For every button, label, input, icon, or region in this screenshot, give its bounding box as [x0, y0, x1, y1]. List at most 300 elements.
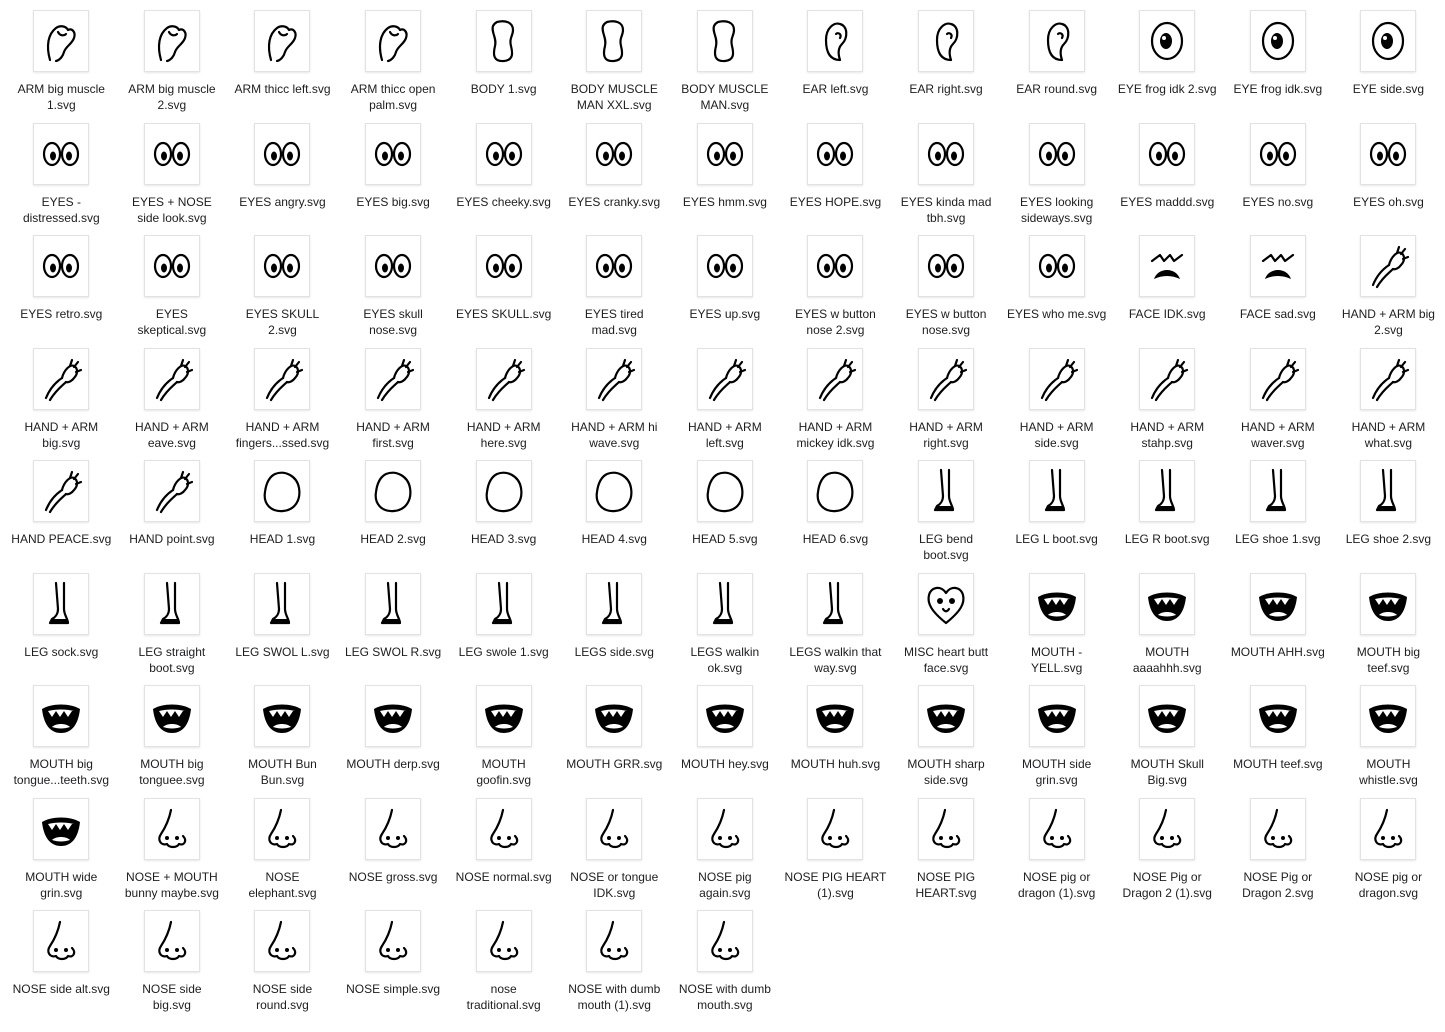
file-item[interactable]: [227, 344, 338, 457]
file-name: BODY 1.svg: [470, 82, 537, 96]
file-name: MOUTH GRR.svg: [566, 757, 663, 771]
leg-icon: [1253, 466, 1303, 516]
file-item[interactable]: [117, 456, 228, 569]
file-item[interactable]: [1223, 231, 1334, 344]
nose-icon: [479, 916, 529, 966]
file-thumbnail: [918, 573, 974, 635]
file-thumbnail: [1360, 123, 1416, 185]
head-icon: [257, 466, 307, 516]
eyes-icon: [921, 241, 971, 291]
file-item[interactable]: [670, 456, 781, 569]
file-thumbnail: [586, 348, 642, 410]
file-item[interactable]: [6, 6, 117, 119]
file-item[interactable]: [338, 119, 449, 232]
file-thumbnail: [1139, 235, 1195, 297]
file-item[interactable]: [1112, 569, 1223, 682]
file-thumbnail: [1250, 573, 1306, 635]
file-item[interactable]: [891, 456, 1002, 569]
face-icon: [1253, 241, 1303, 291]
file-thumbnail: [586, 910, 642, 972]
nose-icon: [368, 804, 418, 854]
file-name: NOSE PIG HEART (1).svg: [784, 869, 887, 900]
file-name: HAND + ARM big 2.svg: [1341, 307, 1435, 337]
file-item[interactable]: [1001, 456, 1112, 569]
mouth-icon: [700, 691, 750, 741]
file-item[interactable]: [1223, 569, 1334, 682]
file-name: MOUTH - YELL.svg: [1030, 644, 1083, 675]
file-name: NOSE Pig or Dragon 2 (1).svg: [1122, 869, 1212, 900]
file-item[interactable]: [227, 569, 338, 682]
file-thumbnail: [918, 123, 974, 185]
file-item[interactable]: [780, 119, 891, 232]
hand-icon: [36, 354, 86, 404]
nose-icon: [368, 916, 418, 966]
file-item[interactable]: [891, 569, 1002, 682]
file-thumbnail: [586, 798, 642, 860]
file-name: ARM thicc open palm.svg: [350, 82, 436, 112]
hand-icon: [257, 354, 307, 404]
file-thumbnail: [1250, 123, 1306, 185]
file-item[interactable]: [448, 344, 559, 457]
file-thumbnail: [697, 573, 753, 635]
file-thumbnail: [33, 348, 89, 410]
file-item[interactable]: [559, 681, 670, 794]
file-thumbnail: [697, 685, 753, 747]
file-thumbnail: [254, 123, 310, 185]
nose-icon: [257, 804, 307, 854]
file-name: EYES no.svg: [1242, 194, 1314, 209]
nose-icon: [700, 804, 750, 854]
file-thumbnail: [476, 123, 532, 185]
file-item[interactable]: [1333, 681, 1444, 794]
file-name: FACE IDK.svg: [1128, 307, 1206, 321]
mouth-icon: [257, 691, 307, 741]
file-item[interactable]: [6, 906, 117, 1019]
file-name: HAND + ARM right.svg: [909, 419, 983, 450]
file-thumbnail: [1250, 235, 1306, 297]
file-name: MOUTH Bun Bun.svg: [248, 757, 317, 787]
file-thumbnail: [365, 123, 421, 185]
nose-icon: [810, 804, 860, 854]
leg-icon: [36, 579, 86, 629]
file-thumbnail: [476, 10, 532, 72]
file-item[interactable]: [1223, 344, 1334, 457]
file-name: MOUTH big tonguee.svg: [139, 757, 205, 787]
file-item[interactable]: [6, 569, 117, 682]
file-thumbnail: [144, 235, 200, 297]
mouth-icon: [1032, 579, 1082, 629]
body-icon: [479, 16, 529, 66]
file-name: HEAD 6.svg: [802, 532, 869, 546]
file-item[interactable]: [559, 794, 670, 907]
eyes-icon: [257, 129, 307, 179]
file-thumbnail: [254, 798, 310, 860]
file-name: MOUTH huh.svg: [790, 757, 881, 771]
file-name: EYES SKULL 2.svg: [245, 307, 320, 337]
file-name: MOUTH side grin.svg: [1021, 757, 1092, 787]
leg-icon: [700, 579, 750, 629]
file-name: LEG shoe 1.svg: [1235, 532, 1321, 546]
file-item[interactable]: [117, 569, 228, 682]
file-item[interactable]: [780, 6, 891, 119]
file-item[interactable]: [448, 906, 559, 1019]
file-name: EYES skeptical.svg: [137, 307, 207, 337]
file-item[interactable]: [338, 231, 449, 344]
file-item[interactable]: [1333, 119, 1444, 232]
file-item[interactable]: [227, 6, 338, 119]
file-item[interactable]: [1333, 231, 1444, 344]
file-name: LEG shoe 2.svg: [1345, 532, 1432, 546]
file-name: EYES w button nose.svg: [905, 307, 987, 337]
nose-icon: [700, 916, 750, 966]
file-thumbnail: [586, 685, 642, 747]
file-thumbnail: [254, 235, 310, 297]
arm-icon: [147, 16, 197, 66]
eyes-icon: [589, 241, 639, 291]
hand-icon: [921, 354, 971, 404]
file-thumbnail: [144, 10, 200, 72]
file-name: MOUTH derp.svg: [346, 757, 440, 771]
file-item[interactable]: [448, 6, 559, 119]
file-thumbnail: [33, 573, 89, 635]
file-item[interactable]: [117, 6, 228, 119]
file-name: EYES retro.svg: [20, 307, 103, 321]
file-name: NOSE normal.svg: [455, 869, 552, 884]
file-thumbnail: [1139, 685, 1195, 747]
file-name: LEG sock.svg: [24, 644, 99, 659]
file-item[interactable]: [670, 681, 781, 794]
head-icon: [700, 466, 750, 516]
file-item[interactable]: [670, 231, 781, 344]
file-item[interactable]: [1333, 344, 1444, 457]
leg-icon: [1032, 466, 1082, 516]
file-thumbnail: [1360, 798, 1416, 860]
file-thumbnail: [1360, 573, 1416, 635]
file-thumbnail: [365, 348, 421, 410]
file-item[interactable]: [448, 569, 559, 682]
file-item[interactable]: [780, 681, 891, 794]
file-thumbnail: [1139, 348, 1195, 410]
hand-icon: [1363, 354, 1413, 404]
file-thumbnail: [1360, 235, 1416, 297]
file-item[interactable]: [1001, 569, 1112, 682]
file-name: NOSE Pig or Dragon 2.svg: [1242, 869, 1314, 900]
file-name: HAND point.svg: [129, 532, 215, 546]
file-item[interactable]: [448, 794, 559, 907]
eyes-icon: [1142, 129, 1192, 179]
file-item[interactable]: [117, 794, 228, 907]
file-item[interactable]: [1112, 456, 1223, 569]
file-item[interactable]: [227, 119, 338, 232]
mouth-icon: [1363, 579, 1413, 629]
file-thumbnail: [918, 685, 974, 747]
file-item[interactable]: [670, 6, 781, 119]
file-item[interactable]: [891, 344, 1002, 457]
mouth-icon: [921, 691, 971, 741]
hand-icon: [147, 354, 197, 404]
file-name: EYES w button nose 2.svg: [795, 307, 876, 337]
file-item[interactable]: [559, 231, 670, 344]
eyes-icon: [368, 129, 418, 179]
hand-icon: [36, 466, 86, 516]
file-item[interactable]: [670, 344, 781, 457]
file-item[interactable]: [559, 344, 670, 457]
file-item[interactable]: [891, 681, 1002, 794]
file-name: HEAD 2.svg: [360, 532, 426, 546]
file-name: HAND + ARM eave.svg: [135, 419, 209, 450]
file-item[interactable]: [780, 344, 891, 457]
file-name: HAND + ARM fingers...ssed.svg: [235, 419, 330, 450]
file-name: MOUTH sharp side.svg: [907, 757, 985, 787]
file-item[interactable]: [1333, 794, 1444, 907]
file-item[interactable]: [780, 456, 891, 569]
arm-icon: [257, 16, 307, 66]
file-item[interactable]: [6, 119, 117, 232]
file-thumbnail: [1139, 123, 1195, 185]
file-name: NOSE + MOUTH bunny maybe.svg: [124, 869, 219, 900]
file-thumbnail: [586, 460, 642, 522]
file-name: LEGS walkin ok.svg: [690, 644, 760, 675]
file-item[interactable]: [227, 231, 338, 344]
mouth-icon: [810, 691, 860, 741]
file-thumbnail: [144, 798, 200, 860]
file-thumbnail: [365, 10, 421, 72]
file-name: NOSE pig again.svg: [698, 869, 752, 900]
eyes-icon: [810, 129, 860, 179]
file-item[interactable]: [6, 681, 117, 794]
file-thumbnail: [1029, 685, 1085, 747]
file-item[interactable]: [1001, 6, 1112, 119]
file-item[interactable]: [559, 906, 670, 1019]
file-item[interactable]: [559, 119, 670, 232]
file-item[interactable]: [6, 456, 117, 569]
file-name: EYES maddd.svg: [1120, 194, 1215, 209]
file-name: HAND + ARM hi wave.svg: [571, 419, 658, 450]
eyes-icon: [36, 241, 86, 291]
file-item[interactable]: [670, 906, 781, 1019]
file-name: EYE side.svg: [1352, 82, 1425, 96]
file-thumbnail: [365, 460, 421, 522]
file-item[interactable]: [117, 119, 228, 232]
face-icon: [1142, 241, 1192, 291]
hand-icon: [589, 354, 639, 404]
file-item[interactable]: [6, 344, 117, 457]
mouth-icon: [368, 691, 418, 741]
nose-icon: [1142, 804, 1192, 854]
file-item[interactable]: [338, 569, 449, 682]
leg-icon: [257, 579, 307, 629]
file-name: EYES skull nose.svg: [363, 307, 423, 337]
file-name: MOUTH big teef.svg: [1356, 644, 1421, 675]
nose-icon: [147, 916, 197, 966]
mouth-icon: [36, 804, 86, 854]
file-thumbnail: [1029, 348, 1085, 410]
file-item[interactable]: [1223, 6, 1334, 119]
file-thumbnail: [254, 348, 310, 410]
file-name: HEAD 5.svg: [692, 532, 758, 546]
file-name: ARM thicc left.svg: [234, 82, 331, 96]
file-name: MOUTH wide grin.svg: [25, 869, 98, 900]
file-name: MOUTH Skull Big.svg: [1130, 757, 1204, 787]
file-thumbnail: [1250, 685, 1306, 747]
file-name: MISC heart butt face.svg: [904, 644, 989, 675]
file-item[interactable]: [448, 231, 559, 344]
file-item[interactable]: [780, 794, 891, 907]
heart-icon: [921, 579, 971, 629]
eyes-icon: [589, 129, 639, 179]
eyes-icon: [1363, 129, 1413, 179]
eyes-icon: [479, 129, 529, 179]
head-icon: [589, 466, 639, 516]
hand-icon: [1253, 354, 1303, 404]
file-name: EYES who me.svg: [1006, 307, 1107, 321]
file-name: EYES oh.svg: [1353, 194, 1424, 209]
file-item[interactable]: [338, 456, 449, 569]
file-item[interactable]: [117, 231, 228, 344]
file-item[interactable]: [1223, 119, 1334, 232]
file-item[interactable]: [1001, 119, 1112, 232]
file-item[interactable]: [338, 344, 449, 457]
file-item[interactable]: [1112, 344, 1223, 457]
file-item[interactable]: [227, 794, 338, 907]
file-thumbnail: [33, 460, 89, 522]
nose-icon: [1032, 804, 1082, 854]
file-thumbnail: [586, 235, 642, 297]
file-name: NOSE side round.svg: [252, 982, 313, 1012]
file-name: MOUTH whistle.svg: [1359, 757, 1418, 787]
file-item[interactable]: [1001, 344, 1112, 457]
eye-icon: [1142, 16, 1192, 66]
file-thumbnail: [1029, 235, 1085, 297]
file-name: NOSE pig or dragon.svg: [1354, 869, 1423, 900]
hand-icon: [368, 354, 418, 404]
file-item[interactable]: [1112, 681, 1223, 794]
file-item[interactable]: [1112, 6, 1223, 119]
file-item[interactable]: [227, 681, 338, 794]
file-name: ARM big muscle 2.svg: [128, 82, 216, 112]
file-item[interactable]: [338, 794, 449, 907]
hand-icon: [1142, 354, 1192, 404]
file-item[interactable]: [6, 231, 117, 344]
file-item[interactable]: [1223, 681, 1334, 794]
file-item[interactable]: [1001, 681, 1112, 794]
file-item[interactable]: [891, 231, 1002, 344]
head-icon: [368, 466, 418, 516]
file-item[interactable]: [1333, 456, 1444, 569]
file-name: NOSE gross.svg: [348, 869, 438, 884]
file-name: HAND + ARM big.svg: [24, 419, 99, 450]
file-item[interactable]: [1333, 569, 1444, 682]
file-thumbnail: [1250, 460, 1306, 522]
file-item[interactable]: [6, 794, 117, 907]
file-item[interactable]: [891, 794, 1002, 907]
file-name: LEG swole 1.svg: [458, 644, 549, 659]
file-name: HAND + ARM side.svg: [1019, 419, 1094, 450]
file-item[interactable]: [227, 456, 338, 569]
file-thumbnail: [1029, 10, 1085, 72]
file-item[interactable]: [338, 6, 449, 119]
file-name: EYE frog idk.svg: [1233, 82, 1323, 96]
file-item[interactable]: [448, 119, 559, 232]
leg-icon: [1363, 466, 1413, 516]
file-item[interactable]: [117, 906, 228, 1019]
file-thumbnail: [144, 348, 200, 410]
file-item[interactable]: [227, 906, 338, 1019]
eyes-icon: [1253, 129, 1303, 179]
file-thumbnail: [1029, 123, 1085, 185]
file-thumbnail: [1360, 348, 1416, 410]
ear-icon: [921, 16, 971, 66]
file-item[interactable]: [1112, 231, 1223, 344]
file-item[interactable]: [559, 6, 670, 119]
file-name: NOSE side big.svg: [142, 982, 202, 1012]
nose-icon: [921, 804, 971, 854]
file-item[interactable]: [117, 344, 228, 457]
file-name: EYES + NOSE side look.svg: [132, 194, 212, 225]
file-item[interactable]: [1223, 794, 1334, 907]
mouth-icon: [1142, 691, 1192, 741]
file-thumbnail: [918, 10, 974, 72]
file-thumbnail: [254, 685, 310, 747]
file-thumbnail: [33, 685, 89, 747]
file-item[interactable]: [338, 906, 449, 1019]
file-name: MOUTH goofin.svg: [476, 757, 532, 787]
file-item[interactable]: [1223, 456, 1334, 569]
file-thumbnail: [254, 10, 310, 72]
file-item[interactable]: [780, 231, 891, 344]
file-item[interactable]: [1333, 6, 1444, 119]
file-item[interactable]: [891, 119, 1002, 232]
body-icon: [700, 16, 750, 66]
file-name: MOUTH AHH.svg: [1230, 644, 1325, 659]
file-item[interactable]: [1001, 231, 1112, 344]
file-thumbnail: [365, 235, 421, 297]
file-item[interactable]: [670, 569, 781, 682]
eye-icon: [1253, 16, 1303, 66]
file-name: EYES tired mad.svg: [584, 307, 644, 337]
file-item[interactable]: [670, 794, 781, 907]
file-item[interactable]: [670, 119, 781, 232]
file-item[interactable]: [780, 569, 891, 682]
file-item[interactable]: [448, 456, 559, 569]
file-thumbnail: [144, 460, 200, 522]
file-thumbnail: [1139, 460, 1195, 522]
file-thumbnail: [697, 460, 753, 522]
file-item[interactable]: [1112, 794, 1223, 907]
nose-icon: [1253, 804, 1303, 854]
file-item[interactable]: [559, 456, 670, 569]
file-item[interactable]: [559, 569, 670, 682]
file-item[interactable]: [117, 681, 228, 794]
nose-icon: [589, 916, 639, 966]
file-name: LEG R boot.svg: [1124, 532, 1210, 546]
eyes-icon: [810, 241, 860, 291]
file-thumbnail: [586, 10, 642, 72]
file-name: EYE frog idk 2.svg: [1117, 82, 1217, 96]
file-thumbnail: [476, 685, 532, 747]
file-item[interactable]: [448, 681, 559, 794]
file-item[interactable]: [1112, 119, 1223, 232]
file-item[interactable]: [891, 6, 1002, 119]
file-name: nose traditional.svg: [466, 982, 541, 1012]
file-thumbnail: [697, 348, 753, 410]
nose-icon: [147, 804, 197, 854]
file-name: EYES HOPE.svg: [789, 194, 882, 209]
file-name: LEG bend boot.svg: [919, 532, 974, 562]
file-name: NOSE elephant.svg: [248, 869, 317, 900]
file-item[interactable]: [1001, 794, 1112, 907]
file-item[interactable]: [338, 681, 449, 794]
